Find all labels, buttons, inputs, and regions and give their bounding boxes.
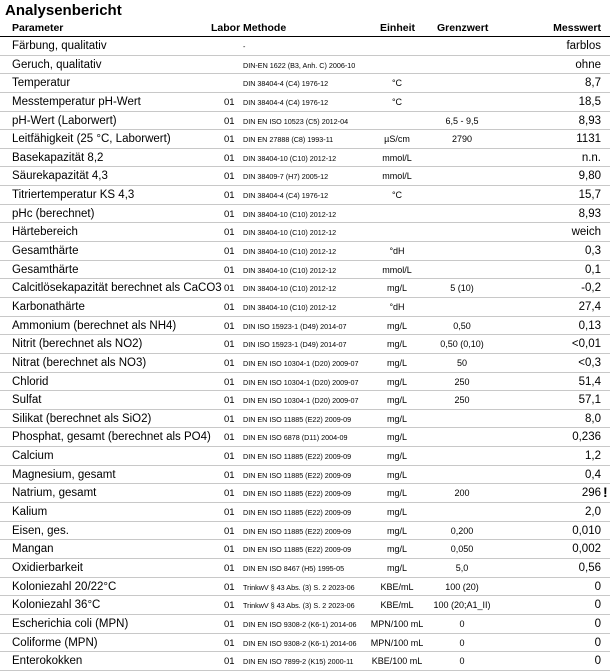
labor-cell: 01	[224, 301, 235, 313]
unit-cell: mmol/L	[382, 264, 412, 275]
table-row	[0, 298, 610, 317]
limit-cell: 250	[454, 376, 470, 387]
limit-cell: 5,0	[455, 562, 469, 573]
labor-cell: 01	[224, 264, 235, 276]
parameter-cell: Härtebereich	[12, 226, 78, 239]
unit-cell: mmol/L	[382, 152, 412, 163]
method-cell: DIN EN ISO 11885 (E22) 2009-09	[243, 452, 352, 462]
parameter-cell: Natrium, gesamt	[12, 487, 97, 500]
parameter-cell: Säurekapazität 4,3	[12, 170, 108, 183]
table-row	[0, 466, 610, 485]
labor-cell: 01	[224, 507, 235, 519]
measured-value-cell: 0,56	[578, 561, 601, 574]
parameter-cell: Calcium	[12, 450, 54, 463]
parameter-cell: Sulfat	[12, 394, 42, 407]
unit-cell: mg/L	[386, 376, 407, 387]
labor-cell: 01	[224, 525, 235, 537]
table-row	[0, 317, 610, 336]
table-row	[0, 428, 610, 447]
parameter-cell: Escherichia coli (MPN)	[12, 617, 129, 630]
measured-value-cell: 0	[594, 636, 601, 649]
col-header-parameter: Parameter	[12, 22, 64, 34]
method-cell: DIN EN ISO 11885 (E22) 2009-09	[243, 526, 352, 536]
table-row	[0, 373, 610, 392]
labor-cell: 01	[224, 283, 235, 295]
limit-cell: 250	[454, 395, 470, 406]
parameter-cell: Chlorid	[12, 375, 49, 388]
table-row	[0, 93, 610, 112]
unit-cell: mg/L	[386, 320, 407, 331]
measured-value-cell: 0	[594, 599, 601, 612]
unit-cell: °dH	[389, 301, 405, 312]
method-cell: DIN 38404-4 (C4) 1976-12	[243, 191, 329, 201]
parameter-cell: Karbonathärte	[12, 300, 85, 313]
labor-cell: 01	[224, 376, 235, 388]
table-row	[0, 391, 610, 410]
method-cell: DIN EN ISO 6878 (D11) 2004-09	[243, 433, 348, 443]
parameter-cell: Geruch, qualitativ	[12, 58, 102, 71]
measured-value-cell: farblos	[566, 40, 601, 52]
limit-exceeded-flag: !	[603, 484, 608, 501]
unit-cell: KBE/mL	[380, 600, 414, 611]
parameter-cell: Phosphat, gesamt (berechnet als PO4)	[12, 431, 211, 444]
limit-cell: 6,5 - 9,5	[445, 115, 479, 126]
method-cell: DIN 38404-10 (C10) 2012-12	[243, 247, 337, 257]
limit-cell: 100 (20)	[445, 581, 479, 592]
table-row	[0, 522, 610, 541]
unit-cell: mg/L	[386, 283, 407, 294]
measured-value-cell: 8,93	[578, 207, 601, 220]
measured-value-cell: 8,0	[585, 412, 601, 425]
table-row	[0, 149, 610, 168]
parameter-cell: Eisen, ges.	[12, 524, 69, 537]
labor-cell: 01	[224, 656, 235, 668]
measured-value-cell: 18,5	[578, 95, 601, 108]
method-cell: DIN 38404-10 (C10) 2012-12	[243, 284, 337, 294]
labor-cell: 01	[224, 246, 235, 258]
measured-value-cell: 0,236	[572, 431, 601, 444]
table-row	[0, 354, 610, 373]
labor-cell: 01	[224, 544, 235, 556]
unit-cell: mg/L	[386, 413, 407, 424]
parameter-cell: Nitrat (berechnet als NO3)	[12, 356, 147, 369]
table-row	[0, 634, 610, 653]
measured-value-cell: ohne	[575, 58, 601, 71]
unit-cell: mg/L	[386, 469, 407, 480]
table-row	[0, 615, 610, 634]
parameter-cell: Basekapazität 8,2	[12, 151, 104, 164]
method-cell: DIN EN ISO 11885 (E22) 2009-09	[243, 414, 352, 424]
table-row	[0, 205, 610, 224]
table-header	[0, 20, 610, 37]
parameter-cell: Calcitlösekapazität berechnet als CaCO3	[12, 282, 222, 295]
unit-cell: MPN/100 mL	[370, 618, 424, 629]
parameter-cell: Nitrit (berechnet als NO2)	[12, 338, 143, 351]
method-cell: DIN ISO 15923-1 (D49) 2014-07	[243, 321, 347, 331]
unit-cell: mg/L	[386, 395, 407, 406]
measured-value-cell: n.n.	[581, 151, 601, 164]
unit-cell: °C	[391, 96, 403, 107]
labor-cell: 01	[224, 637, 235, 649]
labor-cell: 01	[224, 152, 235, 164]
col-header-einheit: Einheit	[380, 22, 416, 34]
results-table	[0, 37, 610, 671]
method-cell: DIN 38404-4 (C4) 1976-12	[243, 97, 329, 107]
col-header-messwert: Messwert	[553, 22, 601, 34]
method-cell: TrinkwV § 43 Abs. (3) S. 2 2023-06	[243, 601, 355, 611]
method-cell: -	[243, 42, 246, 51]
labor-cell: 01	[224, 357, 235, 369]
unit-cell: °dH	[389, 246, 405, 257]
table-row	[0, 447, 610, 466]
labor-cell: 01	[224, 451, 235, 463]
method-cell: DIN EN ISO 10304-1 (D20) 2009-07	[243, 358, 359, 368]
parameter-cell: Silikat (berechnet als SiO2)	[12, 412, 152, 425]
table-row	[0, 484, 610, 503]
table-row	[0, 242, 610, 261]
unit-cell: mg/L	[386, 357, 407, 368]
labor-cell: 01	[224, 395, 235, 407]
method-cell: DIN 38404-10 (C10) 2012-12	[243, 209, 337, 219]
parameter-cell: Oxidierbarkeit	[12, 561, 83, 574]
table-row	[0, 261, 610, 280]
unit-cell: µS/cm	[384, 134, 410, 145]
parameter-cell: Ammonium (berechnet als NH4)	[12, 319, 177, 332]
limit-cell: 2790	[451, 134, 473, 145]
measured-value-cell: 0,4	[585, 468, 601, 481]
measured-value-cell: weich	[571, 226, 601, 239]
parameter-cell: pHc (berechnet)	[12, 207, 95, 220]
labor-cell: 01	[224, 134, 235, 146]
table-row	[0, 223, 610, 242]
measured-value-cell: 27,4	[578, 300, 601, 313]
parameter-cell: Magnesium, gesamt	[12, 468, 116, 481]
method-cell: DIN 38409-7 (H7) 2005-12	[243, 172, 329, 182]
measured-value-cell: 0,13	[578, 319, 601, 332]
parameter-cell: Gesamthärte	[12, 263, 79, 276]
unit-cell: mg/L	[386, 525, 407, 536]
measured-value-cell: 1,2	[585, 450, 601, 463]
table-row	[0, 559, 610, 578]
method-cell: DIN EN ISO 9308-2 (K6-1) 2014-06	[243, 619, 357, 629]
unit-cell: mg/L	[386, 544, 407, 555]
labor-cell: 01	[224, 581, 235, 593]
parameter-cell: Färbung, qualitativ	[12, 40, 107, 52]
unit-cell: mg/L	[386, 507, 407, 518]
parameter-cell: Temperatur	[12, 77, 71, 90]
method-cell: DIN EN ISO 10523 (C5) 2012-04	[243, 116, 349, 126]
labor-cell: 01	[224, 488, 235, 500]
measured-value-cell: 0,002	[572, 543, 601, 556]
method-cell: DIN EN 27888 (C8) 1993-11	[243, 135, 334, 145]
table-row	[0, 74, 610, 93]
labor-cell: 01	[224, 432, 235, 444]
labor-cell: 01	[224, 171, 235, 183]
table-row	[0, 112, 610, 131]
labor-cell: 01	[224, 413, 235, 425]
table-row	[0, 167, 610, 186]
labor-cell: 01	[224, 339, 235, 351]
method-cell: DIN EN ISO 8467 (H5) 1995-05	[243, 563, 345, 573]
labor-cell: 01	[224, 562, 235, 574]
measured-value-cell: 2,0	[585, 506, 601, 519]
method-cell: DIN 38404-10 (C10) 2012-12	[243, 265, 337, 275]
unit-cell: mg/L	[386, 488, 407, 499]
table-row	[0, 130, 610, 149]
method-cell: DIN EN ISO 10304-1 (D20) 2009-07	[243, 377, 359, 387]
table-row	[0, 540, 610, 559]
measured-value-cell: 0	[594, 617, 601, 630]
method-cell: DIN EN ISO 10304-1 (D20) 2009-07	[243, 396, 359, 406]
report-title: Analysenbericht	[5, 2, 122, 19]
method-cell: DIN EN ISO 11885 (E22) 2009-09	[243, 545, 352, 555]
method-cell: DIN EN ISO 11885 (E22) 2009-09	[243, 470, 352, 480]
measured-value-cell: 0,010	[572, 524, 601, 537]
method-cell: DIN 38404-4 (C4) 1976-12	[243, 79, 329, 89]
measured-value-cell: 1131	[576, 133, 601, 146]
method-cell: DIN EN ISO 9308-2 (K6-1) 2014-06	[243, 638, 357, 648]
method-cell: TrinkwV § 43 Abs. (3) S. 2 2023-06	[243, 582, 355, 592]
measured-value-cell: 296	[581, 487, 601, 500]
unit-cell: MPN/100 mL	[370, 637, 424, 648]
parameter-cell: Messtemperatur pH-Wert	[12, 95, 141, 108]
measured-value-cell: 8,7	[585, 77, 601, 90]
unit-cell: KBE/100 mL	[371, 656, 423, 667]
limit-cell: 0	[459, 618, 465, 629]
unit-cell: mg/L	[386, 432, 407, 443]
parameter-cell: Coliforme (MPN)	[12, 636, 98, 649]
measured-value-cell: 57,1	[578, 394, 601, 407]
method-cell: DIN-EN 1622 (B3, Anh. C) 2006-10	[243, 60, 356, 70]
table-row	[0, 186, 610, 205]
measured-value-cell: -0,2	[581, 282, 601, 295]
col-header-labor: Labor	[211, 22, 241, 34]
unit-cell: °C	[391, 190, 403, 201]
method-cell: DIN 38404-10 (C10) 2012-12	[243, 302, 337, 312]
table-row	[0, 652, 610, 671]
method-cell: DIN EN ISO 7899-2 (K15) 2000-11	[243, 657, 354, 667]
measured-value-cell: 9,80	[578, 170, 601, 183]
unit-cell: mg/L	[386, 562, 407, 573]
col-header-grenzwert: Grenzwert	[437, 22, 489, 34]
labor-cell: 01	[224, 618, 235, 630]
labor-cell: 01	[224, 227, 235, 239]
measured-value-cell: <0,01	[571, 338, 601, 351]
table-row	[0, 37, 610, 56]
measured-value-cell: 0,1	[585, 263, 601, 276]
method-cell: DIN 38404-10 (C10) 2012-12	[243, 228, 337, 238]
parameter-cell: pH-Wert (Laborwert)	[12, 114, 117, 127]
measured-value-cell: 0	[594, 580, 601, 593]
limit-cell: 200	[454, 488, 470, 499]
limit-cell: 0,50	[453, 320, 471, 331]
method-cell: DIN EN ISO 11885 (E22) 2009-09	[243, 508, 352, 518]
measured-value-cell: 15,7	[578, 189, 601, 202]
limit-cell: 100 (20;A1_II)	[433, 600, 491, 611]
method-cell: DIN ISO 15923-1 (D49) 2014-07	[243, 340, 347, 350]
table-row	[0, 56, 610, 75]
limit-cell: 50	[456, 357, 467, 368]
unit-cell: mg/L	[386, 339, 407, 350]
labor-cell: 01	[224, 190, 235, 202]
unit-cell: mmol/L	[382, 171, 412, 182]
limit-cell: 0	[459, 637, 465, 648]
table-row	[0, 596, 610, 615]
table-row	[0, 410, 610, 429]
limit-cell: 5 (10)	[450, 283, 474, 294]
measured-value-cell: 0,3	[585, 245, 601, 258]
labor-cell: 01	[224, 600, 235, 612]
table-row	[0, 279, 610, 298]
measured-value-cell: <0,3	[578, 356, 601, 369]
parameter-cell: Leitfähigkeit (25 °C, Laborwert)	[12, 133, 171, 146]
limit-cell: 0,050	[450, 544, 474, 555]
method-cell: DIN EN ISO 11885 (E22) 2009-09	[243, 489, 352, 499]
parameter-cell: Kalium	[12, 506, 48, 519]
parameter-cell: Gesamthärte	[12, 245, 79, 258]
limit-cell: 0,50 (0,10)	[440, 339, 484, 350]
labor-cell: 01	[224, 208, 235, 220]
parameter-cell: Koloniezahl 20/22°C	[12, 580, 117, 593]
unit-cell: °C	[391, 78, 403, 89]
unit-cell: mg/L	[386, 451, 407, 462]
parameter-cell: Koloniezahl 36°C	[12, 599, 101, 612]
measured-value-cell: 0	[594, 655, 601, 668]
parameter-cell: Mangan	[12, 543, 54, 556]
measured-value-cell: 8,93	[578, 114, 601, 127]
col-header-methode: Methode	[243, 22, 287, 34]
table-row	[0, 503, 610, 522]
table-row	[0, 578, 610, 597]
labor-cell: 01	[224, 96, 235, 108]
labor-cell: 01	[224, 115, 235, 127]
method-cell: DIN 38404-10 (C10) 2012-12	[243, 153, 337, 163]
limit-cell: 0,200	[450, 525, 474, 536]
limit-cell: 0	[459, 656, 465, 667]
labor-cell: 01	[224, 469, 235, 481]
parameter-cell: Titriertemperatur KS 4,3	[12, 189, 135, 202]
parameter-cell: Enterokokken	[12, 655, 83, 668]
measured-value-cell: 51,4	[578, 375, 601, 388]
labor-cell: 01	[224, 320, 235, 332]
unit-cell: KBE/mL	[380, 581, 414, 592]
table-row	[0, 335, 610, 354]
